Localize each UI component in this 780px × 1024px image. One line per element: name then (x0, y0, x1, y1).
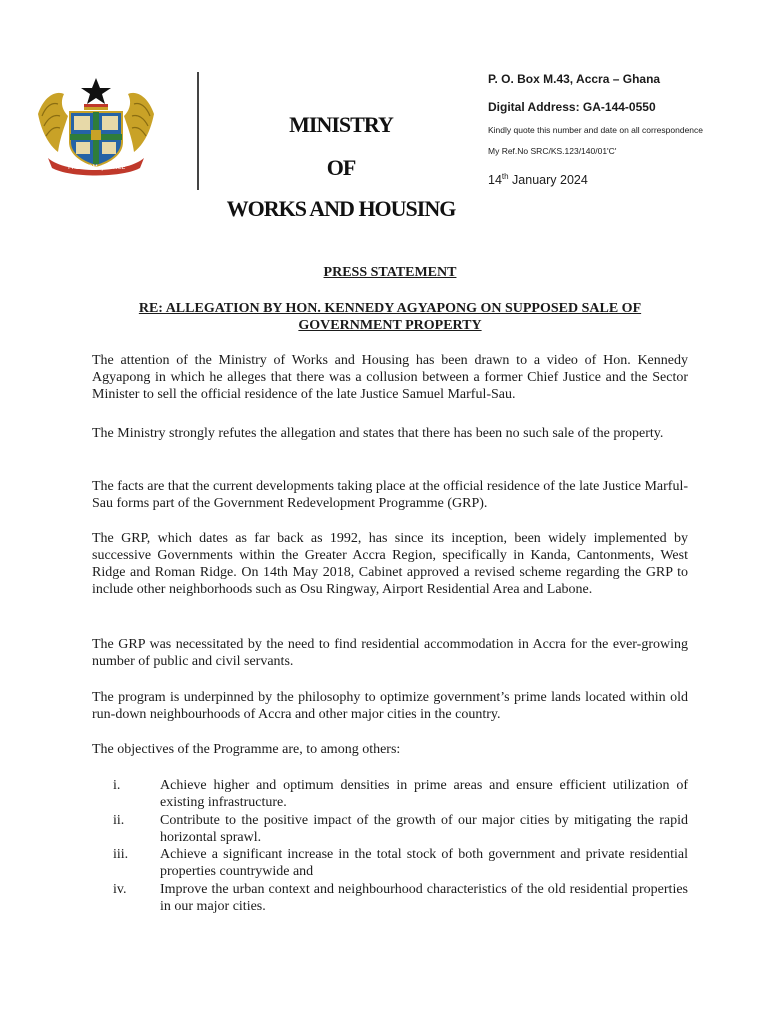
objective-text: Contribute to the positive impact of the growth of our major cities by mitigating the rapid horizontal sprawl. (160, 813, 688, 845)
date-rest: January 2024 (508, 173, 588, 188)
objective-number: iii. (113, 847, 129, 862)
reference-number: My Ref.No SRC/KS.123/140/01'C' (488, 146, 617, 156)
paragraph: The facts are that the current developments taking place at the official residence of the late Justice Marful-Sau forms part of the Government Redevelopment Programme (GRP). (92, 479, 688, 511)
quote-note: Kindly quote this number and date on all correspondence (488, 125, 704, 135)
objective-number: ii. (113, 813, 125, 828)
objective-number: i. (113, 778, 121, 793)
paragraph: The program is underpinned by the philosophy to optimize government’s prime lands located within old run-down neighbourhoods of Accra and other major cities in the country. (92, 690, 688, 722)
objective-number: iv. (113, 882, 127, 897)
crest-motto-left: FREEDOM (68, 164, 98, 171)
date-suffix: th (501, 172, 509, 181)
document-heading: PRESS STATEMENT (323, 265, 457, 280)
crest-motto-right: JUSTICE (102, 164, 126, 171)
letterhead-divider (197, 72, 199, 190)
objective-text: Achieve higher and optimum densities in prime areas and ensure efficient utilization of existing infrastructure. (160, 778, 688, 810)
objectives-intro: The objectives of the Programme are, to among others: (92, 742, 401, 757)
digital-address: Digital Address: GA-144-0550 (488, 100, 656, 114)
document-subject: RE: ALLEGATION BY HON. KENNEDY AGYAPONG ON SUPPOSED SALE OF GOVERNMENT PROPERTY (138, 301, 642, 333)
ministry-line-3: WORKS AND HOUSING (226, 196, 456, 221)
ghana-coat-of-arms-icon (34, 76, 158, 176)
paragraph: The Ministry strongly refutes the allegation and states that there has been no such sale of the property. (92, 426, 664, 441)
date-day: 14 (488, 173, 502, 188)
ministry-line-2: OF (326, 155, 356, 180)
objective-text: Achieve a significant increase in the total stock of both government and private residential properties countrywide and (160, 847, 688, 879)
ministry-line-1: MINISTRY (289, 112, 393, 137)
paragraph: The attention of the Ministry of Works and Housing has been drawn to a video of Hon. Kennedy Agyapong in which he alleges that there was a collusion between a former Chief Justice and the Sector Minister to sell the official residence of the late Justice Samuel Marful-Sau. (92, 353, 688, 402)
po-box: P. O. Box M.43, Accra – Ghana (488, 72, 661, 86)
objective-text: Improve the urban context and neighbourhood characteristics of the old residential properties in our major cities. (160, 882, 688, 914)
paragraph: The GRP was necessitated by the need to find residential accommodation in Accra for the ever-growing number of public and civil servants. (92, 637, 688, 669)
letter-date (488, 172, 588, 187)
paragraph: The GRP, which dates as far back as 1992, has since its inception, been widely implemented by successive Governments within the Greater Accra Region, specifically in Kanda, Cantonments, West Ridge and Roman Ridge. On 14th May 2018, Cabinet approved a revised scheme regarding the GRP to include other neighborhoods such as Osu Ringway, Airport Residential Area and Labone. (92, 531, 688, 597)
